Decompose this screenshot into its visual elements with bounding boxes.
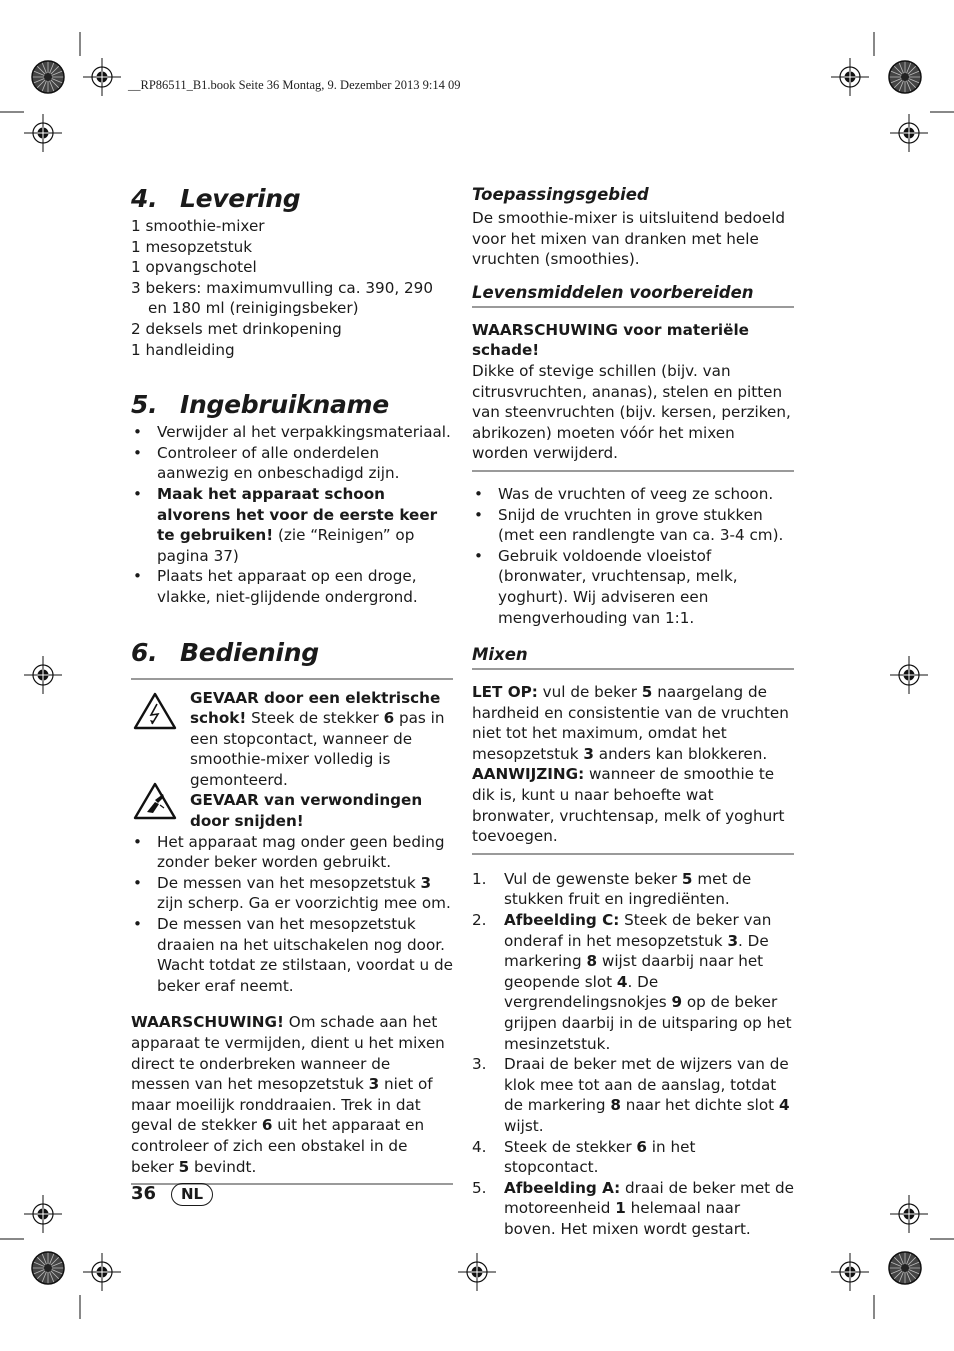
setup-list xyxy=(131,422,453,607)
page-number: 36 xyxy=(131,1183,157,1204)
warning-title: GEVAAR van verwondingen door snijden! xyxy=(190,791,423,831)
section-heading-ingebruikname: 5. Ingebruikname xyxy=(131,390,389,420)
intended-use-text: De smoothie-mixer is uitsluitend bedoeld voor het mixen van dranken met hele vruchten (smoothies). xyxy=(472,209,785,269)
list-item: 1 smoothie-mixer xyxy=(131,217,265,235)
list-item: 4. Steek de stekker 6 in het stopcontact. xyxy=(472,1137,696,1177)
electric-shock-warning-icon xyxy=(133,692,177,730)
list-item: 5. Afbeelding A: draai de beker met de motoreenheid 1 helemaal naar boven. Het mixen wordt gestart. xyxy=(472,1178,794,1238)
material-damage-warning xyxy=(472,310,794,472)
delivery-list xyxy=(131,216,453,360)
list-item: 3. Draai de beker met de wijzers van de klok mee tot aan de aanslag, totdat de markering 8 naar het dichte slot 4 wijst. xyxy=(472,1055,790,1135)
warning-text: Dikke of stevige schillen (bijv. van citrusvruchten, ananas), stelen en pitten van steenvruchten (bijv. kersen, perziken, abrikozen) moeten vóór het mixen worden verwijderd. xyxy=(472,361,791,463)
list-item: • Verwijder al het verpakkingsmateriaal. xyxy=(131,422,453,443)
cut-hazard-warning-icon xyxy=(133,782,177,820)
section-heading-bediening: 6. Bediening xyxy=(131,637,319,667)
list-item: • Maak het apparaat schoon alvorens het voor de eerste keer te gebruiken! (zie “Reinigen” op pagina 37) xyxy=(131,484,453,566)
list-item: 3 bekers: maximumvulling ca. 390, 290 en 180 ml (reinigingsbeker) xyxy=(131,278,434,318)
danger-block xyxy=(131,678,453,832)
list-item: • Gebruik voldoende vloeistof (bronwater, vruchtensap, melk, yoghurt). Wij adviseren een mengverhouding van 1:1. xyxy=(472,546,794,628)
language-badge: NL xyxy=(171,1183,213,1206)
list-item: 1 handleiding xyxy=(131,340,235,359)
damage-warning: WAARSCHUWING! Om schade aan het apparaat te vermijden, dient u het mixen direct te onderbreken wanneer de messen van het mesopzetstuk 3 niet of maar moeilijk ronddraaien. Trek in dat geval de stekker 6 uit het apparaat en controleer of zich een obstakel in de beker 5 bevindt. xyxy=(131,1012,453,1185)
preparation-list xyxy=(472,484,794,628)
cut-hazard-warning xyxy=(131,790,453,831)
safety-list xyxy=(131,832,453,997)
list-item: • De messen van het mesopzetstuk 3 zijn scherp. Ga er voorzichtig mee om. xyxy=(131,873,453,914)
list-item: • Was de vruchten of veeg ze schoon. xyxy=(472,484,794,505)
list-item: • Controleer of alle onderdelen aanwezig en onbeschadigd zijn. xyxy=(131,443,453,484)
hint-text: AANWIJZING: wanneer de smoothie te dik is, kunt u naar behoefte wat bronwater, vruchtensap, melk of yoghurt toevoegen. xyxy=(472,765,785,846)
list-item: • Snijd de vruchten in grove stukken (met een randlengte van ca. 3-4 cm). xyxy=(472,505,794,546)
list-item: 1. Vul de gewenste beker 5 met de stukken fruit en ingrediënten. xyxy=(472,869,752,909)
section-heading-levering: 4. Levering xyxy=(131,184,301,213)
mixing-notes xyxy=(472,672,794,855)
list-item: 2 deksels met drinkopening xyxy=(131,319,342,338)
caution-text: LET OP: vul de beker 5 naargelang de hardheid en consistentie van de vruchten niet tot het maximum, omdat het mesopzetstuk 3 anders kan blokkeren. xyxy=(472,683,789,763)
subheading-toepassingsgebied: Toepassingsgebied xyxy=(472,185,649,204)
left-column xyxy=(131,184,453,1185)
list-item: • Plaats het apparaat op een droge, vlakke, niet-glijdende ondergrond. xyxy=(131,566,453,607)
electric-shock-warning xyxy=(131,680,453,791)
mixing-steps xyxy=(472,869,794,1240)
right-column xyxy=(472,184,794,1240)
list-item: • Het apparaat mag onder geen beding zonder beker worden gebruikt. xyxy=(131,832,453,873)
list-item: • De messen van het mesopzetstuk draaien na het uitschakelen nog door. Wacht totdat ze stilstaan, voordat u de beker eraf neemt. xyxy=(131,914,453,996)
list-item: 2. Afbeelding C: Steek de beker van onderaf in het mesopzetstuk 3. De markering 8 wijst daarbij naar het geopende slot 4. De vergrendelingsnokjes 9 op de beker grijpen daarbij in de uitsparing op het mesinzetstuk. xyxy=(472,911,792,1053)
warning-text: GEVAAR door een elektrische schok! Steek de stekker 6 pas in een stopcontact, wanneer de smoothie-mixer volledig is gemonteerd. xyxy=(190,688,445,789)
subheading-levensmiddelen: Levensmiddelen voorbereiden xyxy=(472,282,794,308)
warning-title: WAARSCHUWING voor materiële schade! xyxy=(472,320,749,360)
list-item: 1 mesopzetstuk xyxy=(131,237,253,256)
list-item: 1 opvangschotel xyxy=(131,258,257,277)
print-info-line: __RP86511_B1.book Seite 36 Montag, 9. Dezember 2013 9:14 09 xyxy=(128,78,461,92)
subheading-mixen: Mixen xyxy=(472,644,794,670)
